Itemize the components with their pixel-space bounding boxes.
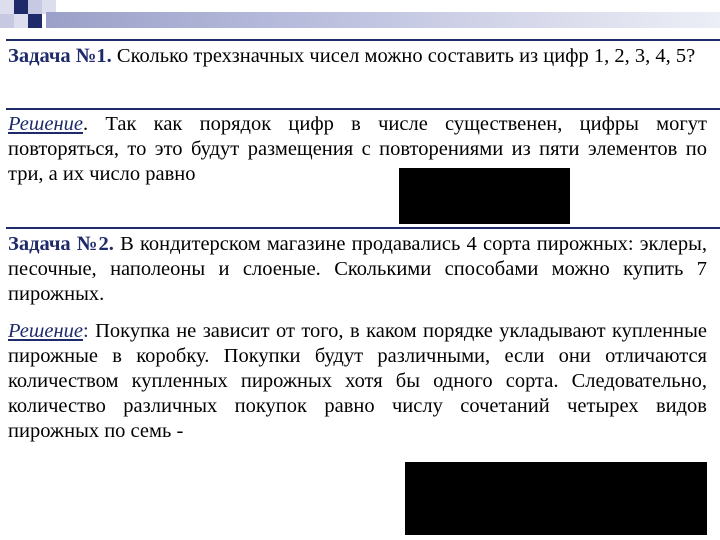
task-2-label: Задача (8, 233, 71, 255)
deco-square (28, 14, 42, 28)
deco-square (28, 0, 42, 14)
task-1-number: №1. (75, 45, 112, 67)
solution-1-label: Решение (8, 113, 83, 135)
divider-line (6, 227, 720, 229)
deco-square (14, 0, 28, 14)
solution-1-text: Так как порядок цифр в числе существенен, цифры могут повторяться, то это будут размещения с повторениями из пяти элементов по три, а их число равно (8, 113, 707, 185)
redacted-formula-1 (399, 168, 570, 224)
task-2-number: №2. (76, 233, 114, 255)
divider-line (6, 39, 720, 41)
deco-square (0, 0, 14, 14)
task-1-text: Сколько трехзначных чисел можно составить из цифр 1, 2, 3, 4, 5? (111, 45, 696, 67)
solution-2 (8, 319, 707, 444)
solution-1 (8, 112, 707, 187)
solution-2-text: Покупка не зависит от того, в каком порядке укладывают купленные пирожные в коробку. Покупки будут различными, если они отличаются количеством купленных пирожных хотя бы одного сорта. Следовательно, количество различных покупок равно числу сочетаний четырех видов пирожных по семь - (8, 320, 707, 442)
solution-2-label: Решение (8, 320, 83, 342)
solution-2-punct: : (82, 320, 89, 342)
solution-1-punct: . (82, 113, 89, 135)
task-1 (8, 44, 707, 69)
deco-square (14, 14, 28, 28)
divider-line (6, 108, 720, 110)
task-1-label: Задача (8, 45, 71, 67)
task-2-text: В кондитерском магазине продавались 4 сорта пирожных: эклеры, песочные, наполеоны и слоеные. Сколькими способами можно купить 7 пирожных. (8, 233, 707, 305)
header-bar (46, 12, 720, 28)
redacted-formula-2 (405, 462, 707, 535)
deco-square (0, 14, 14, 28)
task-2 (8, 232, 707, 307)
